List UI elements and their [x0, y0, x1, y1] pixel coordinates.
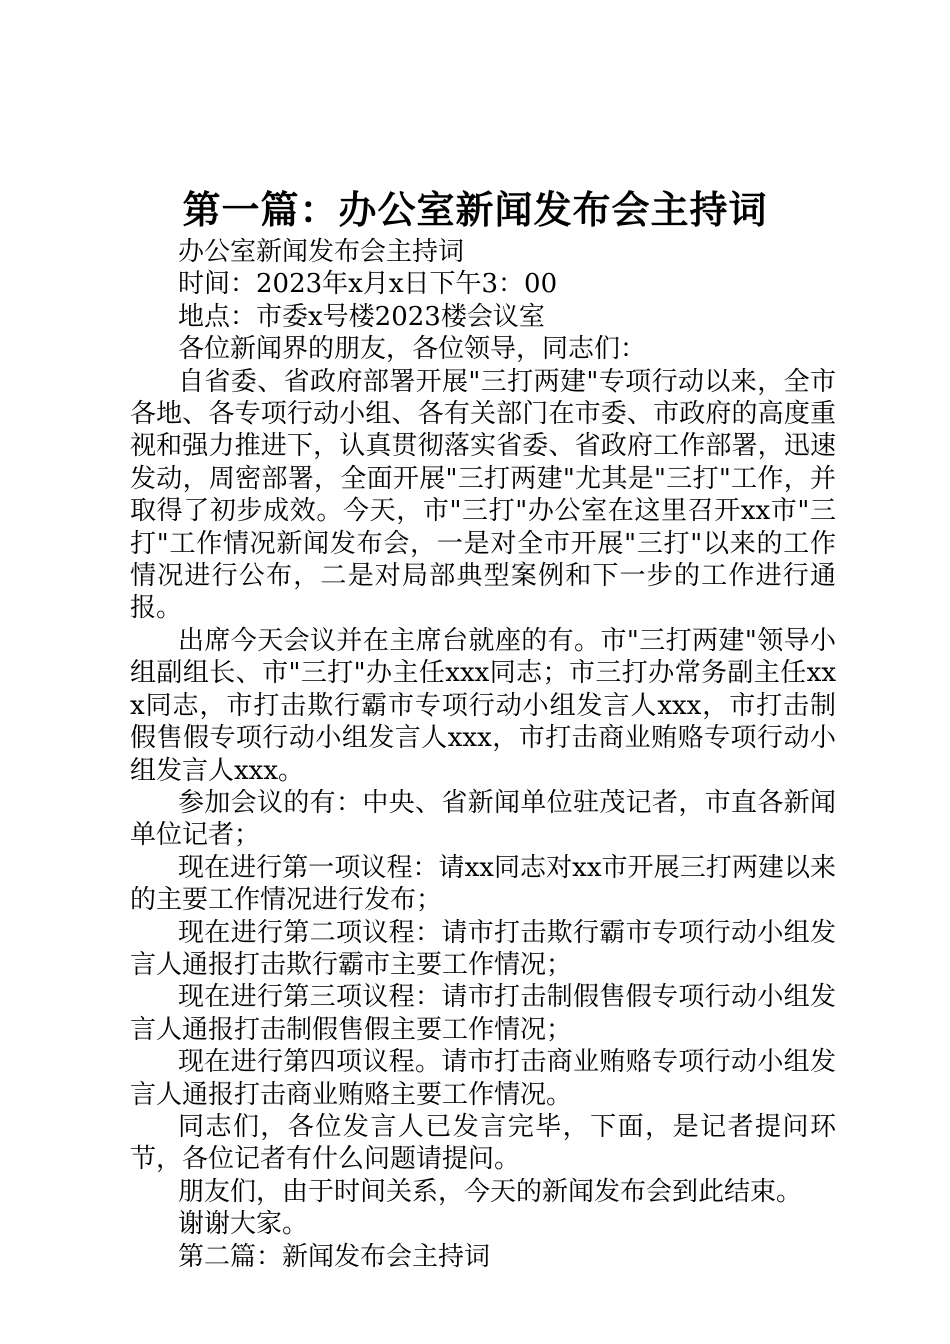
paragraph: 各位新闻界的朋友，各位领导，同志们： — [178, 334, 647, 365]
paragraph: 朋友们，由于时间关系，今天的新闻发布会到此结束。 — [178, 1176, 803, 1207]
document-title: 第一篇：办公室新闻发布会主持词 — [182, 187, 768, 232]
paragraph: 地点：市委x号楼2023楼会议室 — [178, 301, 545, 332]
paragraph: 参加会议的有：中央、省新闻单位驻茂记者，市直各新闻单位记者； — [130, 787, 836, 851]
paragraph: 时间：2023年x月x日下午3：00 — [178, 269, 558, 300]
paragraph: 第二篇：新闻发布会主持词 — [178, 1241, 491, 1272]
paragraph: 同志们，各位发言人已发言完毕，下面，是记者提问环节，各位记者有什么问题请提问。 — [130, 1111, 836, 1175]
paragraph: 现在进行第一项议程：请xx同志对xx市开展三打两建以来的主要工作情况进行发布； — [130, 852, 836, 916]
paragraph: 办公室新闻发布会主持词 — [178, 237, 465, 267]
paragraph: 出席今天会议并在主席台就座的有。市"三打两建"领导小组副组长、市"三打"办主任xxx同志；市三打办常务副主任xxx同志，市打击欺行霸市专项行动小组发言人xxx，市打击制假售假专项行动小组发言人xxx，市打击商业贿赂专项行动小组发言人xxx。 — [130, 625, 836, 786]
paragraph: 自省委、省政府部署开展"三打两建"专项行动以来，全市各地、各专项行动小组、各有关部门在市委、市政府的高度重视和强力推进下，认真贯彻落实省委、省政府工作部署，迅速发动，周密部署，全面开展"三打两建"尤其是"三打"工作，并取得了初步成效。今天，市"三打"办公室在这里召开xx市"三打"工作情况新闻发布会，一是对全市开展"三打"以来的工作情况进行公布，二是对局部典型案例和下一步的工作进行通报。 — [130, 366, 836, 624]
paragraph: 谢谢大家。 — [178, 1209, 309, 1240]
paragraph: 现在进行第三项议程：请市打击制假售假专项行动小组发言人通报打击制假售假主要工作情况； — [130, 982, 836, 1045]
document-body — [130, 236, 836, 1273]
paragraph: 现在进行第二项议程：请市打击欺行霸市专项行动小组发言人通报打击欺行霸市主要工作情况； — [130, 917, 836, 980]
paragraph: 现在进行第四项议程。请市打击商业贿赂专项行动小组发言人通报打击商业贿赂主要工作情况。 — [130, 1047, 836, 1110]
